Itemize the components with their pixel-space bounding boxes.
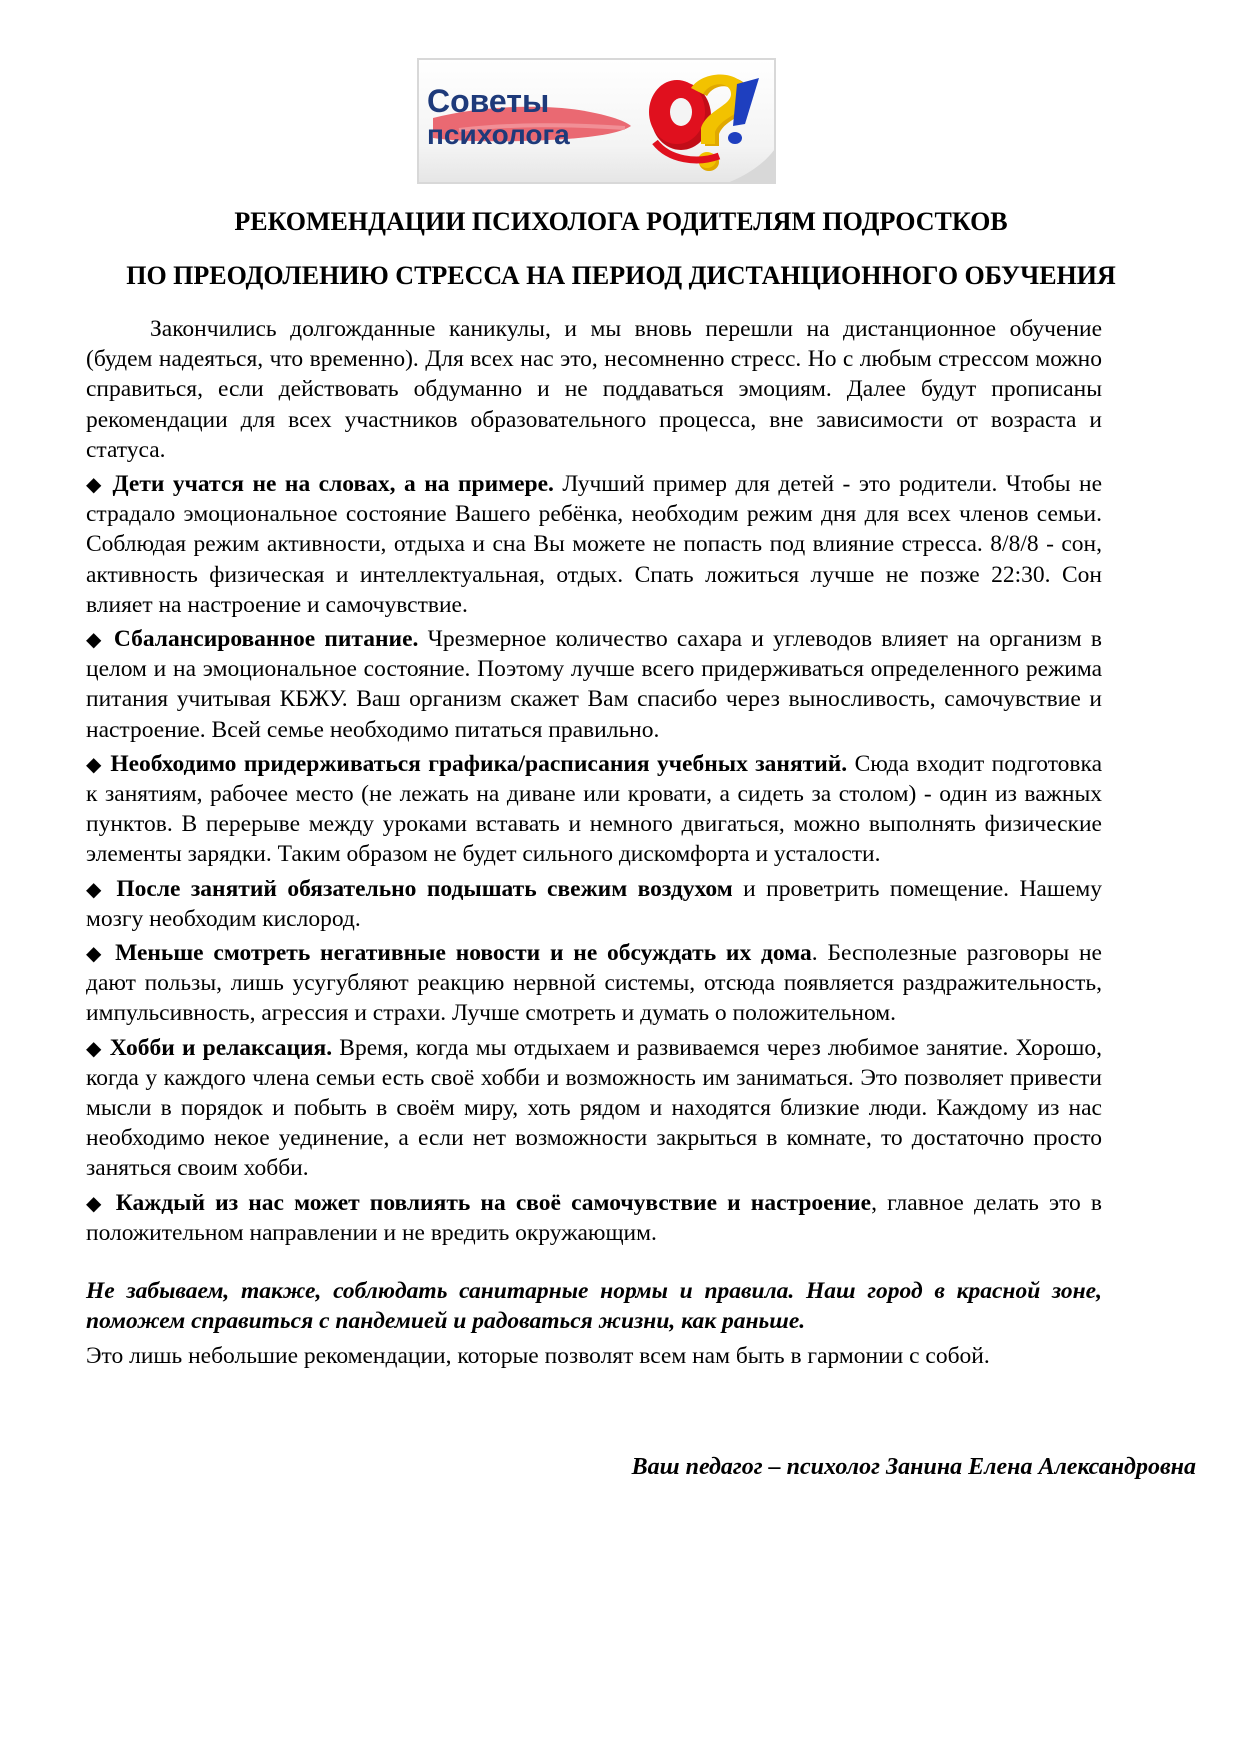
recommendation-item-2 [86, 624, 1102, 745]
recommendation-heading: Дети учатся не на словах, а на примере. [112, 471, 554, 498]
diamond-bullet-icon: ◆ [86, 1035, 103, 1060]
recommendation-item-3 [86, 749, 1102, 870]
intro-paragraph: Закончились долгожданные каникулы, и мы вновь перешли на дистанционное обучение (будем надеяться, что временно). Для всех нас это, несомненно стресс. Но с любым стрессом можно справиться, если действовать обдуманно и не поддаваться эмоциям. Далее будут прописаны рекомендации для всех участников образовательного процесса, вне зависимости от возраста и статуса. [86, 316, 1102, 463]
diamond-bullet-icon: ◆ [86, 941, 106, 966]
logo-symbol-icon [649, 75, 759, 171]
document-body [86, 314, 1102, 1375]
recommendation-text: . Бесполезные разговоры не дают пользы, лишь усугубляют реакцию нервной системы, отсюда появляется раздражительность, импульсивность, агрессия и страхи. Лучше смотреть и думать о положительном. [86, 940, 1102, 1027]
diamond-bullet-icon: ◆ [86, 876, 106, 901]
recommendation-text: Лучший пример для детей - это родители. Чтобы не страдало эмоциональное состояние Вашего ребёнка, необходим режим дня для всех членов семьи. Соблюдая режим активности, отдыха и сна Вы можете не попасть под влияние стресса. 8/8/8 - сон, активность физическая и интеллектуальная, отдых. Спать ложиться лучше не позже 22:30. Сон влияет на настроение и самочувствие. [86, 471, 1102, 618]
diamond-bullet-icon: ◆ [86, 627, 105, 652]
recommendation-item-1 [86, 469, 1102, 620]
logo-banner [417, 58, 776, 184]
logo-text [427, 84, 570, 152]
diamond-bullet-icon: ◆ [86, 472, 104, 497]
recommendation-heading: Необходимо придерживаться графика/расписания учебных занятий. [110, 750, 848, 777]
recommendation-heading: Хобби и релаксация. [109, 1034, 333, 1061]
recommendation-heading: Каждый из нас может повлиять на своё самочувствие и настроение [115, 1189, 872, 1216]
recommendation-text: , главное делать это в положительном направлении и не вредить окружающим. [86, 1189, 1103, 1246]
recommendation-item-4 [86, 874, 1102, 934]
recommendation-heading: Меньше смотреть негативные новости и не обсуждать их дома [115, 940, 812, 967]
recommendation-text: Время, когда мы отдыхаем и развиваемся через любимое занятие. Хорошо, когда у каждого члена семьи есть своё хобби и возможность им заниматься. Это позволяет привести мысли в порядок и побыть в своём миру, хоть рядом и находятся близкие люди. Каждому из нас необходимо некое уединение, а если нет возможности закрыться в комнате, то достаточно просто заняться своим хобби. [86, 1034, 1103, 1182]
recommendation-item-6 [86, 1033, 1102, 1184]
diamond-bullet-icon: ◆ [86, 751, 103, 776]
recommendation-text: Сюда входит подготовка к занятиям, рабочее место (не лежать на диване или кровати, а сидеть за столом) - один из важных пунктов. В перерыве между уроками вставать и немного двигаться, можно выполнять физические элементы зарядки. Таким образом не будет сильного дискомфорта и усталости. [86, 750, 1103, 868]
recommendation-heading: После занятий обязательно подышать свежим воздухом [116, 875, 733, 902]
logo-line-1: Советы [427, 83, 550, 119]
recommendation-text: Чрезмерное количество сахара и углеводов влияет на организм в целом и на эмоциональное состояние. Поэтому лучше всего придерживаться определенного режима питания учитывая КБЖУ. Ваш организм скажет Вам спасибо через выносливость, самочувствие и настроение. Всей семье необходимо питаться правильно. [86, 626, 1103, 743]
recommendation-text: и проветрить помещение. Нашему мозгу необходим кислород. [86, 875, 1103, 932]
recommendation-item-5 [86, 938, 1102, 1029]
logo-line-2: психолога [427, 119, 570, 150]
recommendation-heading: Сбалансированное питание. [113, 626, 419, 653]
closing-text: Это лишь небольшие рекомендации, которые позволят всем нам быть в гармонии с собой. [86, 1342, 990, 1369]
document-title-line-1: РЕКОМЕНДАЦИИ ПСИХОЛОГА РОДИТЕЛЯМ ПОДРОСТКОВ [234, 207, 1008, 236]
signature: Ваш педагог – психолог Занина Елена Александровна [631, 1454, 1196, 1480]
recommendation-item-7 [86, 1188, 1102, 1248]
document-title-line-2: ПО ПРЕОДОЛЕНИЮ СТРЕССА НА ПЕРИОД ДИСТАНЦИОННОГО ОБУЧЕНИЯ [126, 261, 1116, 290]
closing-emphasis: Не забываем, также, соблюдать санитарные нормы и правила. Наш город в красной зоне, поможем справиться с пандемией и радоваться жизни, как раньше. [86, 1278, 1102, 1335]
diamond-bullet-icon: ◆ [86, 1190, 106, 1215]
